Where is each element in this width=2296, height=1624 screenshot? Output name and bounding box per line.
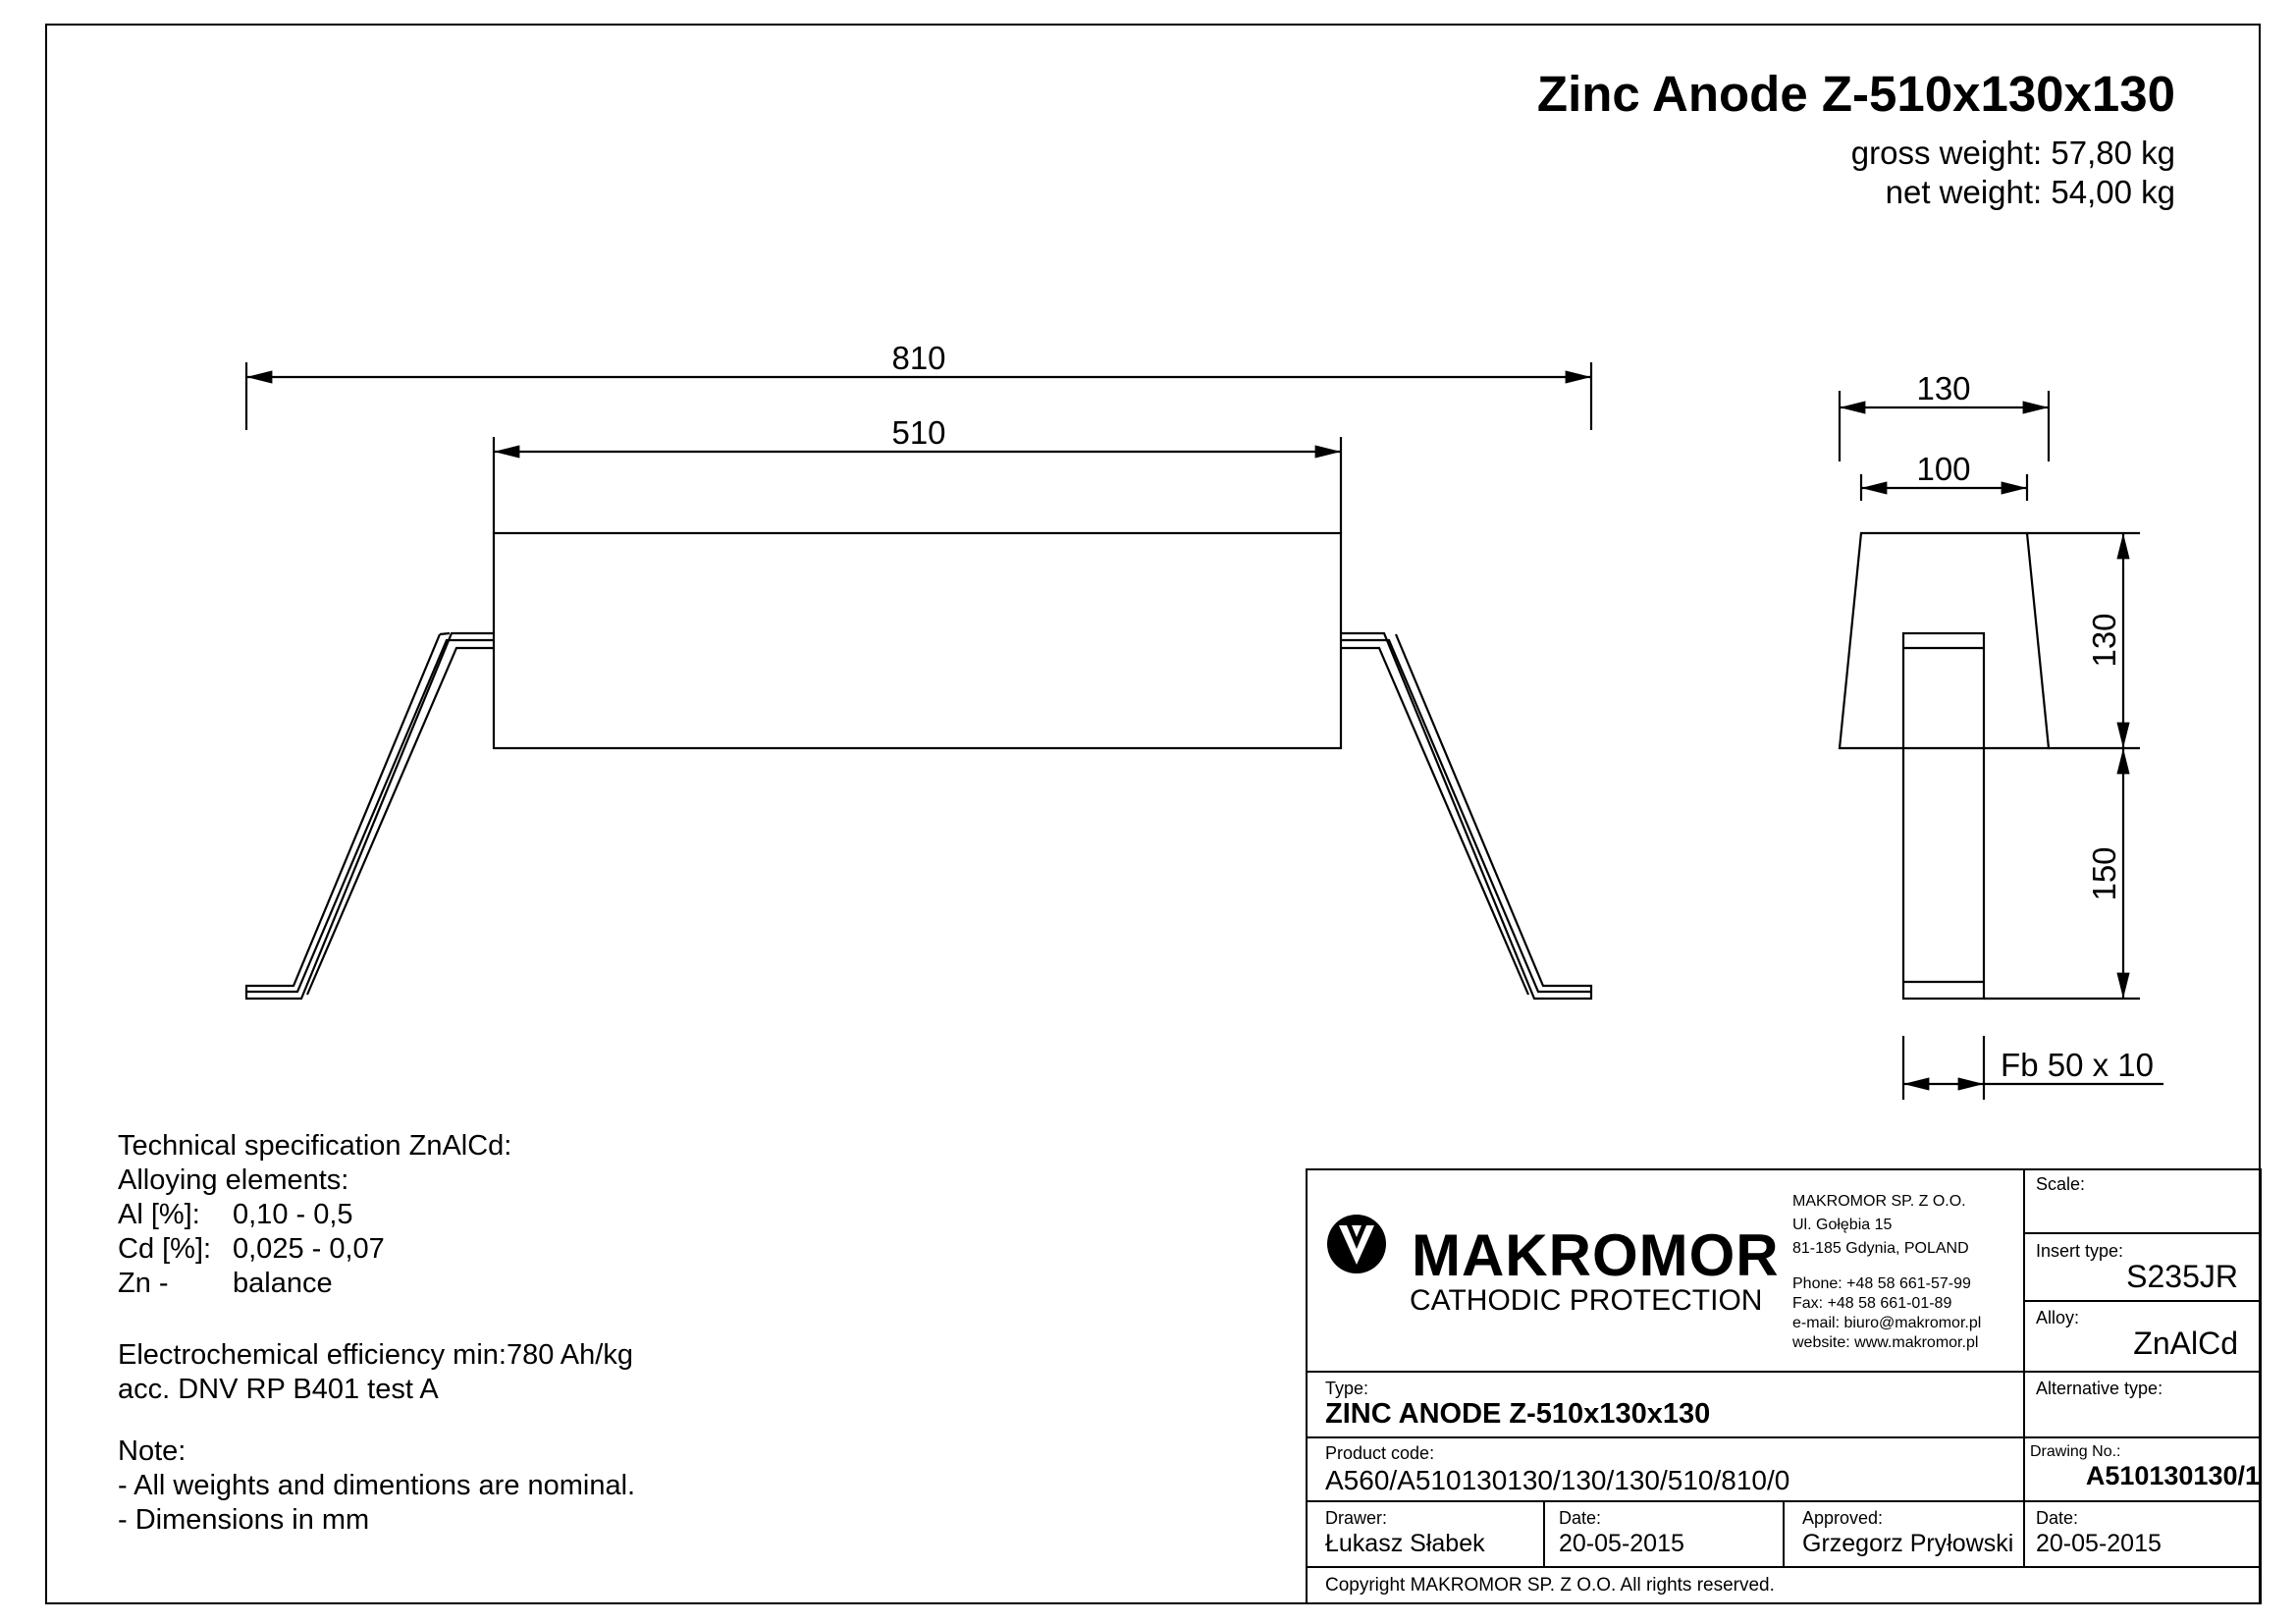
dim-130w-text: 130 [1916, 370, 1971, 406]
anode-body-side [1840, 533, 2049, 748]
drawing-no-value: A510130130/1 [2085, 1461, 2260, 1490]
efficiency-line: Electrochemical efficiency min:780 Ah/kg [118, 1339, 633, 1371]
net-weight-value: 54,00 kg [2051, 174, 2175, 210]
date-label: Date: [2036, 1508, 2079, 1528]
element-row [118, 1198, 511, 1232]
element-name: Al [%]: [118, 1199, 200, 1230]
address-line: e-mail: biuro@makromor.pl [1792, 1315, 1982, 1331]
technical-spec [118, 1129, 511, 1301]
insert-type-value: S235JR [2126, 1259, 2238, 1294]
left-strap-line2 [307, 648, 494, 995]
company-name: MAKROMOR [1412, 1222, 1780, 1288]
approved-label: Approved: [1802, 1508, 1884, 1528]
dim-100-text: 100 [1916, 451, 1971, 487]
element-value: 0,025 - 0,07 [233, 1233, 385, 1265]
makromor-logo-icon [1327, 1215, 1386, 1273]
alloy-value: ZnAlCd [2133, 1326, 2238, 1361]
note-line: - Dimensions in mm [118, 1504, 370, 1536]
strap-side [1903, 633, 1984, 999]
net-weight-label: net weight: [1885, 174, 2043, 210]
dim-130h-text: 130 [2086, 613, 2122, 668]
address-spacer [1792, 1261, 1981, 1274]
right-strap-outer [1341, 633, 1591, 999]
note-heading: Note: [118, 1435, 187, 1467]
alloying-heading: Alloying elements: [118, 1164, 349, 1196]
note-line: - All weights and dimentions are nominal. [118, 1470, 636, 1501]
address-line: MAKROMOR SP. Z O.O. [1792, 1193, 1966, 1210]
company-subtitle: CATHODIC PROTECTION [1410, 1284, 1763, 1317]
efficiency-standard: acc. DNV RP B401 test A [118, 1374, 439, 1405]
dim-510-text: 510 [891, 414, 946, 451]
drawing-title: Zinc Anode Z-510x130x130 [1536, 66, 2175, 122]
product-code-value: A560/A510130130/130/130/510/810/0 [1325, 1465, 1790, 1495]
anode-body-front [494, 533, 1341, 748]
right-strap-line3 [1341, 640, 1591, 992]
title-block [1306, 1168, 2262, 1604]
address-line: Fax: +48 58 661-01-89 [1792, 1295, 1952, 1312]
date-label: Date: [1559, 1508, 1602, 1528]
address-line: website: www.makromor.pl [1792, 1334, 1979, 1351]
alloy-label: Alloy: [2036, 1308, 2080, 1327]
left-strap-outer [246, 633, 494, 999]
date-value: 20-05-2015 [2036, 1530, 2162, 1557]
element-row [118, 1232, 511, 1267]
copyright-notice: Copyright MAKROMOR SP. Z O.O. All rights reserved. [1325, 1575, 1775, 1596]
left-strap-line3 [246, 640, 494, 992]
address-line: 81-185 Gdynia, POLAND [1792, 1240, 1969, 1257]
efficiency-block [118, 1338, 633, 1407]
drawing-no-label: Drawing No.: [2030, 1443, 2121, 1460]
element-value: 0,10 - 0,5 [233, 1199, 353, 1230]
element-value: balance [233, 1268, 333, 1299]
alternative-type-label: Alternative type: [2036, 1379, 2163, 1398]
gross-weight-value: 57,80 kg [2051, 135, 2175, 171]
product-code-label: Product code: [1325, 1443, 1435, 1463]
dim-150-text: 150 [2086, 846, 2122, 901]
type-value: ZINC ANODE Z-510x130x130 [1325, 1398, 1711, 1430]
dim-810-text: 810 [891, 340, 946, 376]
company-address [1792, 1190, 1981, 1353]
gross-weight-label: gross weight: [1850, 135, 2043, 171]
date-value: 20-05-2015 [1559, 1530, 1684, 1557]
left-strap-top [440, 633, 450, 634]
address-line: Ul. Gołębia 15 [1792, 1217, 1893, 1233]
right-strap-line2 [1341, 648, 1528, 995]
element-name: Zn - [118, 1268, 169, 1299]
scale-label: Scale: [2036, 1174, 2086, 1194]
address-line: Phone: +48 58 661-57-99 [1792, 1275, 1971, 1292]
element-name: Cd [%]: [118, 1233, 212, 1265]
drawer-value: Łukasz Słabek [1325, 1530, 1485, 1557]
spec-heading: Technical specification ZnAlCd: [118, 1130, 512, 1162]
dim-fb-text: Fb 50 x 10 [2001, 1047, 2154, 1083]
element-row [118, 1267, 511, 1301]
approved-value: Grzegorz Pryłowski [1802, 1530, 2014, 1557]
drawer-label: Drawer: [1325, 1508, 1388, 1528]
type-label: Type: [1325, 1379, 1369, 1398]
insert-type-label: Insert type: [2036, 1241, 2124, 1261]
note-block [118, 1435, 635, 1538]
